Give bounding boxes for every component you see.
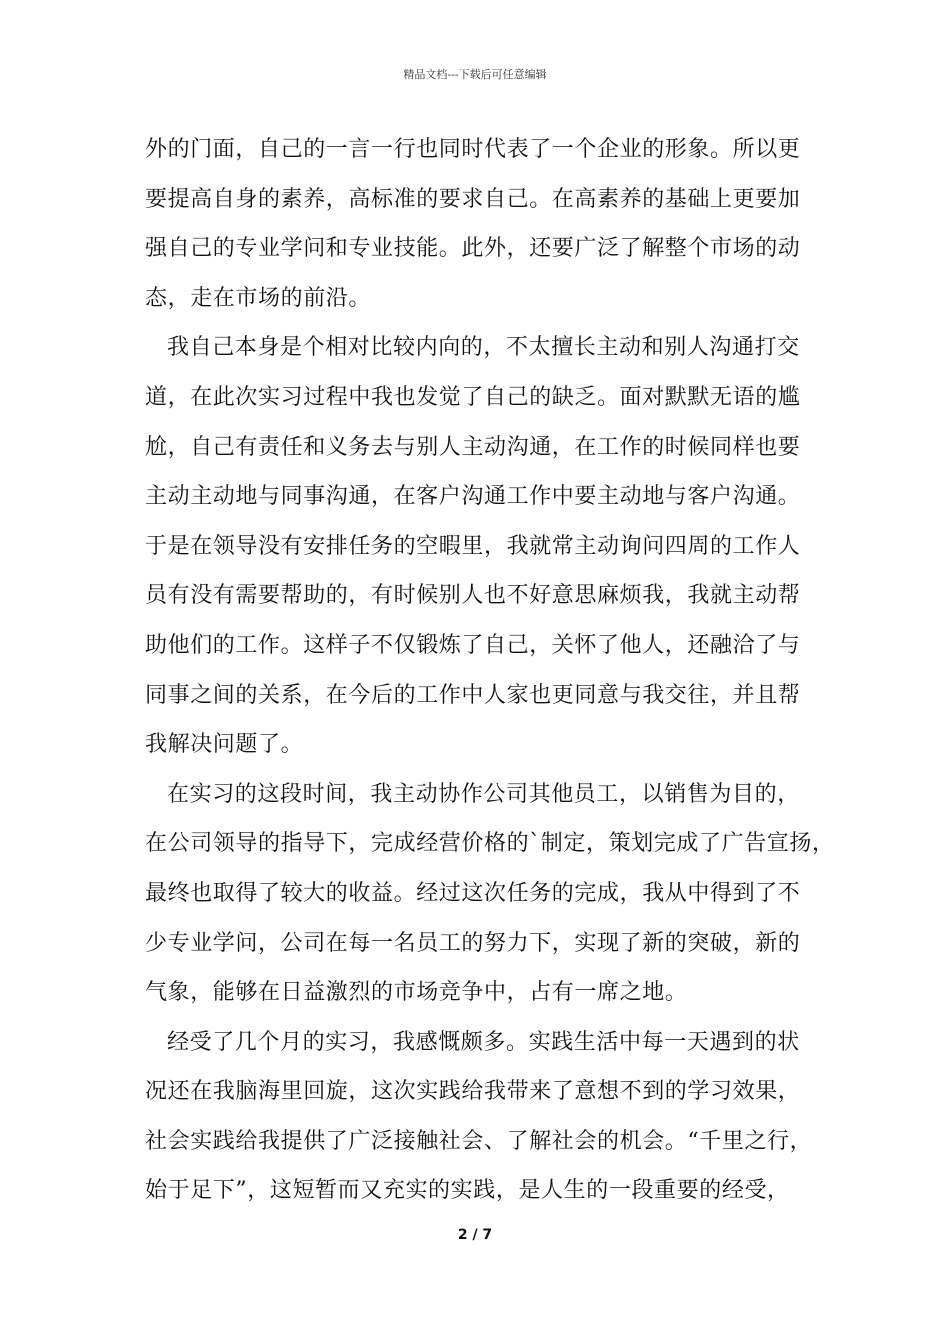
text-line: 尬，自己有责任和义务去与别人主动沟通，在工作的时候同样也要 [145, 434, 801, 460]
text-line: 少专业学问，公司在每一名员工的努力下，实现了新的突破，新的 [145, 930, 801, 956]
text-line: 气象，能够在日益激烈的市场竞争中，占有一席之地。 [145, 980, 688, 1006]
text-line: 况还在我脑海里回旋，这次实践给我带来了意想不到的学习效果， [145, 1079, 801, 1105]
text-line: 道，在此次实习过程中我也发觉了自己的缺乏。面对默默无语的尴 [145, 384, 801, 410]
text-line: 外的门面，自己的一言一行也同时代表了一个企业的形象。所以更 [145, 137, 801, 162]
text-line: 在公司领导的指导下，完成经营价格的`制定，策划完成了广告宣扬， [145, 831, 835, 857]
text-line: 主动主动地与同事沟通，在客户沟通工作中要主动地与客户沟通。 [145, 484, 801, 510]
paragraph-first-line: 在实习的这段时间，我主动协作公司其他员工，以销售为目的， [167, 781, 800, 807]
text-line: 最终也取得了较大的收益。经过这次任务的完成，我从中得到了不 [145, 880, 801, 906]
text-line: 助他们的工作。这样子不仅锻炼了自己，关怀了他人，还融洽了与 [145, 632, 801, 658]
text-line: 同事之间的关系，在今后的工作中人家也更同意与我交往，并且帮 [145, 682, 801, 708]
paragraph-first-line: 我自己本身是个相对比较内向的，不太擅长主动和别人沟通打交 [167, 335, 800, 361]
page-header: 精品文档---下载后可任意编辑 [403, 68, 547, 81]
text-line: 要提高自身的素养，高标准的要求自己。在高素养的基础上更要加 [145, 186, 801, 212]
text-line: 社会实践给我提供了广泛接触社会、了解社会的机会。“千里之行， [145, 1128, 813, 1154]
text-line: 态，走在市场的前沿。 [145, 285, 372, 311]
document-body [145, 125, 835, 1216]
text-line: 我解决问题了。 [145, 732, 304, 758]
paragraph-first-line: 经受了几个月的实习，我感慨颇多。实践生活中每一天遇到的状 [167, 1029, 800, 1055]
text-line: 强自己的专业学问和专业技能。此外，还要广泛了解整个市场的动 [145, 236, 801, 262]
text-line: 员有没有需要帮助的，有时候别人也不好意思麻烦我，我就主动帮 [145, 583, 801, 609]
page-number: 2 / 7 [457, 1227, 493, 1243]
text-line: 于是在领导没有安排任务的空暇里，我就常主动询问四周的工作人 [145, 533, 801, 559]
text-line: 始于足下”，这短暂而又充实的实践，是人生的一段重要的经受， [145, 1178, 790, 1204]
